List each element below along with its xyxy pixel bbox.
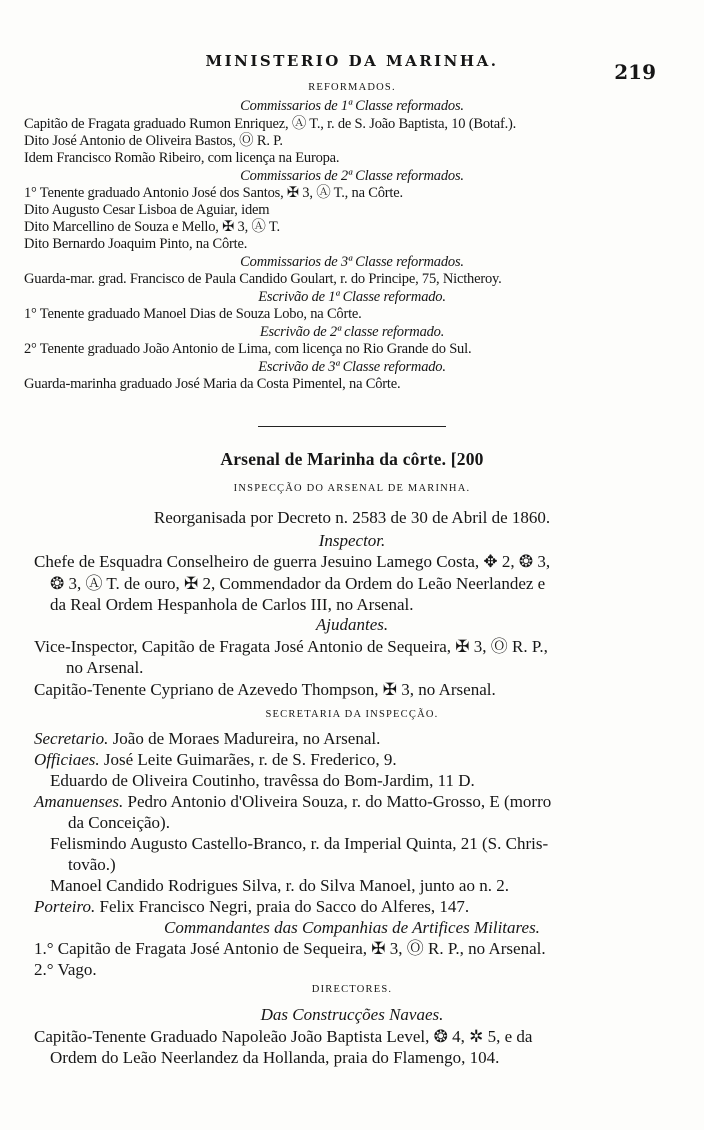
group-title: Commissarios de 1ª Classe reformados. xyxy=(240,98,464,114)
group-title: Escrivão de 2ª classe reformado. xyxy=(259,324,445,340)
ajudante-entry: Capitão-Tenente Cypriano de Azevedo Thompson, ✠ 3, no Arsenal. xyxy=(34,680,496,699)
amanuenses-entry-2: Felismindo Augusto Castello-Branco, r. da Imperial Quinta, 21 (S. Chris- xyxy=(50,834,549,853)
arsenal-title: Arsenal de Marinha da côrte. [200 xyxy=(220,449,484,469)
secretario-text: João de Moraes Madureira, no Arsenal. xyxy=(108,729,381,748)
amanuenses-entry-3: Manoel Candido Rodrigues Silva, r. do Silva Manoel, junto ao n. 2. xyxy=(50,876,509,895)
secretario-entry xyxy=(34,728,704,750)
reformado-entry: 1° Tenente graduado Manoel Dias de Souza Lobo, na Côrte. xyxy=(24,306,362,322)
page-number: 219 xyxy=(614,60,656,84)
reformado-entry: Dito Marcellino de Souza e Mello, ✠ 3, Ⓐ T. xyxy=(24,219,280,235)
section-divider xyxy=(258,426,446,427)
inspeccao-heading: INSPECÇÃO DO ARSENAL DE MARINHA. xyxy=(233,483,471,494)
reformado-entry: 1° Tenente graduado Antonio José dos Santos, ✠ 3, Ⓐ T., na Côrte. xyxy=(24,185,403,201)
reformado-entry: Dito Bernardo Joaquim Pinto, na Côrte. xyxy=(24,236,248,252)
group-title: Escrivão de 3ª Classe reformado. xyxy=(258,359,446,375)
amanuenses-entry xyxy=(34,791,704,813)
ajudante-entry: no Arsenal. xyxy=(66,658,144,677)
reformado-entry: Idem Francisco Romão Ribeiro, com licença na Europa. xyxy=(24,150,340,166)
group-title: Commissarios de 2ª Classe reformados. xyxy=(240,168,464,184)
directores-heading: DIRECTORES. xyxy=(311,984,393,995)
amanuenses-cont: da Conceição). xyxy=(68,813,170,832)
amanuenses-label: Amanuenses. xyxy=(34,792,124,811)
reformado-entry: Capitão de Fragata graduado Rumon Enriquez, Ⓐ T., r. de S. João Baptista, 10 (Botaf.). xyxy=(24,116,517,132)
secretaria-heading: SECRETARIA DA INSPECÇÃO. xyxy=(265,709,439,720)
construccoes-entry: Ordem do Leão Neerlandez da Hollanda, praia do Flamengo, 104. xyxy=(50,1048,500,1067)
commandante-entry: 2.° Vago. xyxy=(34,960,97,979)
secretario-label: Secretario. xyxy=(34,729,109,748)
officiaes-entry xyxy=(34,749,704,771)
ajudantes-title: Ajudantes. xyxy=(315,615,389,634)
porteiro-label: Porteiro. xyxy=(34,897,96,916)
reformados-heading: REFORMADOS. xyxy=(308,82,396,93)
porteiro-entry xyxy=(34,896,704,918)
officiaes-text: José Leite Guimarães, r. de S. Frederico, 9. xyxy=(99,750,397,769)
commandantes-title: Commandantes das Companhias de Artifices Militares. xyxy=(164,918,540,937)
amanuenses-text: Pedro Antonio d'Oliveira Souza, r. do Matto-Grosso, E (morro xyxy=(123,792,552,811)
running-header-title: MINISTERIO DA MARINHA. xyxy=(205,52,499,70)
reformado-entry: Dito Augusto Cesar Lisboa de Aguiar, idem xyxy=(24,202,270,218)
inspector-entry: ❂ 3, Ⓐ T. de ouro, ✠ 2, Commendador da Ordem do Leão Neerlandez e xyxy=(50,574,546,593)
reformado-entry: 2° Tenente graduado João Antonio de Lima, com licença no Rio Grande do Sul. xyxy=(24,341,472,357)
ajudante-entry: Vice-Inspector, Capitão de Fragata José Antonio de Sequeira, ✠ 3, Ⓞ R. P., xyxy=(34,637,548,656)
inspector-title: Inspector. xyxy=(318,531,386,550)
inspector-entry: Chefe de Esquadra Conselheiro de guerra Jesuino Lamego Costa, ✥ 2, ❂ 3, xyxy=(34,552,551,571)
porteiro-text: Felix Francisco Negri, praia do Sacco do Alferes, 147. xyxy=(95,897,470,916)
decree-line: Reorganisada por Decreto n. 2583 de 30 de Abril de 1860. xyxy=(153,508,551,527)
amanuenses-2-cont: tovão.) xyxy=(68,855,116,874)
construccoes-title: Das Construcções Navaes. xyxy=(260,1005,444,1024)
inspector-entry: da Real Ordem Hespanhola de Carlos III, no Arsenal. xyxy=(50,595,414,614)
reformado-entry: Guarda-marinha graduado José Maria da Costa Pimentel, na Côrte. xyxy=(24,376,401,392)
officiaes-label: Officiaes. xyxy=(34,750,100,769)
construccoes-entry: Capitão-Tenente Graduado Napoleão João Baptista Level, ❂ 4, ✲ 5, e da xyxy=(34,1027,533,1046)
reformado-entry: Dito José Antonio de Oliveira Bastos, Ⓞ R. P. xyxy=(24,133,283,149)
officiaes-entry-2: Eduardo de Oliveira Coutinho, travêssa do Bom-Jardim, 11 D. xyxy=(50,771,475,790)
commandante-entry: 1.° Capitão de Fragata José Antonio de Sequeira, ✠ 3, Ⓞ R. P., no Arsenal. xyxy=(34,939,546,958)
group-title: Escrivão de 1ª Classe reformado. xyxy=(258,289,446,305)
reformado-entry: Guarda-mar. grad. Francisco de Paula Candido Goulart, r. do Principe, 75, Nictheroy. xyxy=(24,271,502,287)
group-title: Commissarios de 3ª Classe reformados. xyxy=(240,254,464,270)
